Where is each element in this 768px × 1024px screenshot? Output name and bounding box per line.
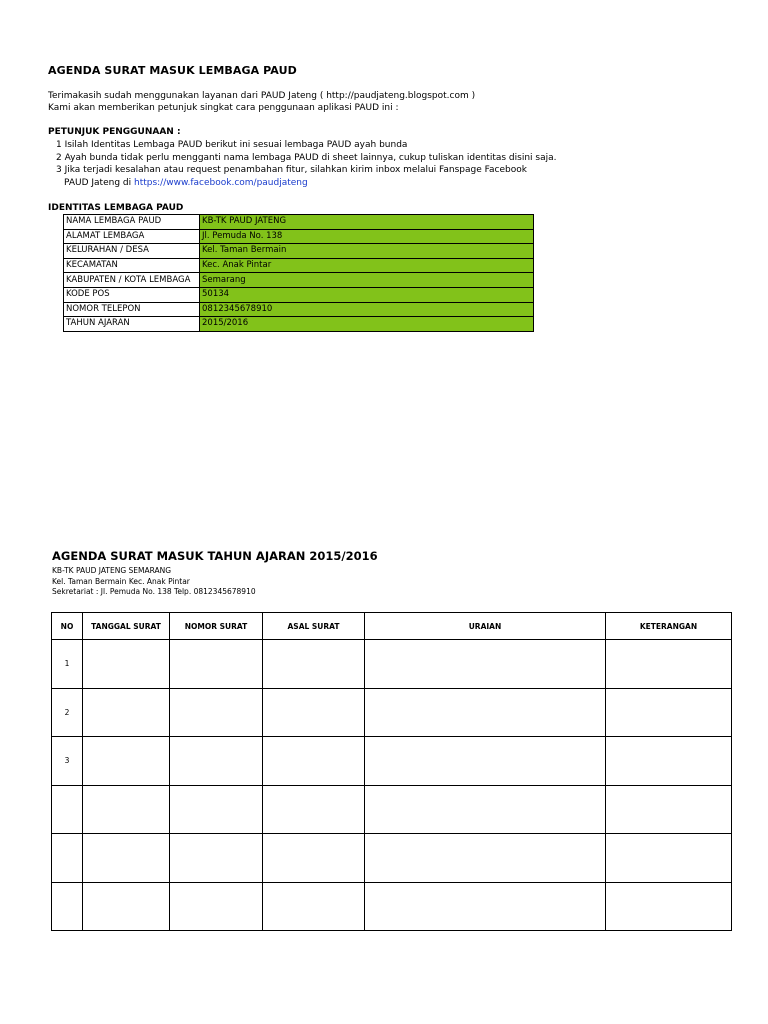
agenda-cell[interactable] — [263, 688, 365, 737]
agenda-table — [51, 612, 732, 931]
agenda-cell[interactable] — [263, 640, 365, 689]
agenda-subtitle — [52, 566, 256, 598]
identitas-row — [64, 302, 534, 317]
agenda-cell[interactable] — [170, 688, 263, 737]
agenda-row — [52, 882, 732, 931]
identitas-label: TAHUN AJARAN — [64, 317, 200, 332]
agenda-cell[interactable] — [606, 785, 732, 834]
identitas-label: KELURAHAN / DESA — [64, 244, 200, 259]
identitas-value[interactable]: 2015/2016 — [200, 317, 534, 332]
agenda-cell[interactable] — [606, 882, 732, 931]
identitas-table — [63, 214, 534, 332]
identitas-row — [64, 273, 534, 288]
identitas-row — [64, 317, 534, 332]
agenda-cell[interactable] — [606, 737, 732, 786]
identitas-label: ALAMAT LEMBAGA — [64, 229, 200, 244]
agenda-cell[interactable] — [365, 688, 606, 737]
agenda-row — [52, 785, 732, 834]
intro-line: Terimakasih sudah menggunakan layanan dari PAUD Jateng ( http://paudjateng.blogspot.com ) — [48, 91, 476, 101]
agenda-org-name: KB-TK PAUD JATENG SEMARANG — [52, 566, 172, 575]
agenda-cell[interactable] — [83, 640, 170, 689]
agenda-cell[interactable] — [365, 737, 606, 786]
agenda-cell[interactable] — [263, 785, 365, 834]
agenda-secretariat: Sekretariat : Jl. Pemuda No. 138 Telp. 0812345678910 — [52, 587, 256, 596]
step-item: 1 Isilah Identitas Lembaga PAUD berikut ini sesuai lembaga PAUD ayah bunda — [56, 140, 408, 150]
identitas-row — [64, 215, 534, 230]
agenda-cell[interactable] — [170, 882, 263, 931]
agenda-cell[interactable] — [365, 834, 606, 883]
agenda-cell[interactable] — [606, 640, 732, 689]
agenda-cell[interactable] — [365, 640, 606, 689]
agenda-cell[interactable] — [263, 834, 365, 883]
identitas-value[interactable]: Jl. Pemuda No. 138 — [200, 229, 534, 244]
agenda-cell[interactable] — [83, 688, 170, 737]
agenda-address: Kel. Taman Bermain Kec. Anak Pintar — [52, 576, 190, 586]
identitas-label: NOMOR TELEPON — [64, 302, 200, 317]
agenda-cell[interactable] — [83, 785, 170, 834]
agenda-column-header: NOMOR SURAT — [170, 613, 263, 640]
agenda-cell[interactable] — [83, 882, 170, 931]
identitas-heading: IDENTITAS LEMBAGA PAUD — [48, 203, 184, 213]
identitas-label: KABUPATEN / KOTA LEMBAGA — [64, 273, 200, 288]
identitas-row — [64, 287, 534, 302]
agenda-row-number — [52, 834, 83, 883]
identitas-row — [64, 229, 534, 244]
agenda-row-number — [52, 882, 83, 931]
agenda-column-header: TANGGAL SURAT — [83, 613, 170, 640]
facebook-link[interactable]: https://www.facebook.com/paudjateng — [133, 177, 308, 188]
agenda-row — [52, 640, 732, 689]
agenda-row — [52, 834, 732, 883]
petunjuk-steps — [56, 139, 556, 189]
step3-prefix: PAUD Jateng di — [64, 177, 134, 188]
agenda-row-number: 1 — [52, 640, 83, 689]
agenda-cell[interactable] — [263, 737, 365, 786]
identitas-value[interactable]: Kec. Anak Pintar — [200, 258, 534, 273]
agenda-cell[interactable] — [606, 688, 732, 737]
step-item: 2 Ayah bunda tidak perlu mengganti nama lembaga PAUD di sheet lainnya, cukup tuliskan identitas disini saja. — [56, 152, 557, 163]
identitas-value[interactable]: 0812345678910 — [200, 302, 534, 317]
agenda-cell[interactable] — [365, 882, 606, 931]
identitas-value[interactable]: Kel. Taman Bermain — [200, 244, 534, 259]
agenda-cell[interactable] — [170, 737, 263, 786]
agenda-column-header: URAIAN — [365, 613, 606, 640]
intro-text — [48, 90, 475, 114]
petunjuk-heading: PETUNJUK PENGGUNAAN : — [48, 127, 181, 137]
agenda-cell[interactable] — [365, 785, 606, 834]
agenda-row-number: 3 — [52, 737, 83, 786]
identitas-value[interactable]: 50134 — [200, 287, 534, 302]
agenda-cell[interactable] — [170, 834, 263, 883]
agenda-column-header: ASAL SURAT — [263, 613, 365, 640]
agenda-title: AGENDA SURAT MASUK TAHUN AJARAN 2015/2016 — [52, 549, 378, 563]
agenda-row — [52, 688, 732, 737]
agenda-row-number — [52, 785, 83, 834]
identitas-label: KODE POS — [64, 287, 200, 302]
identitas-label: NAMA LEMBAGA PAUD — [64, 215, 200, 230]
intro-line: Kami akan memberikan petunjuk singkat cara penggunaan aplikasi PAUD ini : — [48, 103, 399, 113]
agenda-cell[interactable] — [606, 834, 732, 883]
agenda-cell[interactable] — [83, 737, 170, 786]
identitas-row — [64, 244, 534, 259]
agenda-column-header: KETERANGAN — [606, 613, 732, 640]
identitas-value[interactable]: Semarang — [200, 273, 534, 288]
step-item: 3 Jika terjadi kesalahan atau request penambahan fitur, silahkan kirim inbox melalui Fanspage Facebook — [56, 165, 527, 175]
step-item-continuation — [56, 177, 556, 190]
agenda-row-number: 2 — [52, 688, 83, 737]
identitas-label: KECAMATAN — [64, 258, 200, 273]
agenda-column-header: NO — [52, 613, 83, 640]
agenda-cell[interactable] — [170, 785, 263, 834]
identitas-row — [64, 258, 534, 273]
page-title: AGENDA SURAT MASUK LEMBAGA PAUD — [48, 64, 297, 77]
agenda-cell[interactable] — [170, 640, 263, 689]
agenda-cell[interactable] — [263, 882, 365, 931]
agenda-row — [52, 737, 732, 786]
identitas-value[interactable]: KB-TK PAUD JATENG — [200, 215, 534, 230]
agenda-cell[interactable] — [83, 834, 170, 883]
